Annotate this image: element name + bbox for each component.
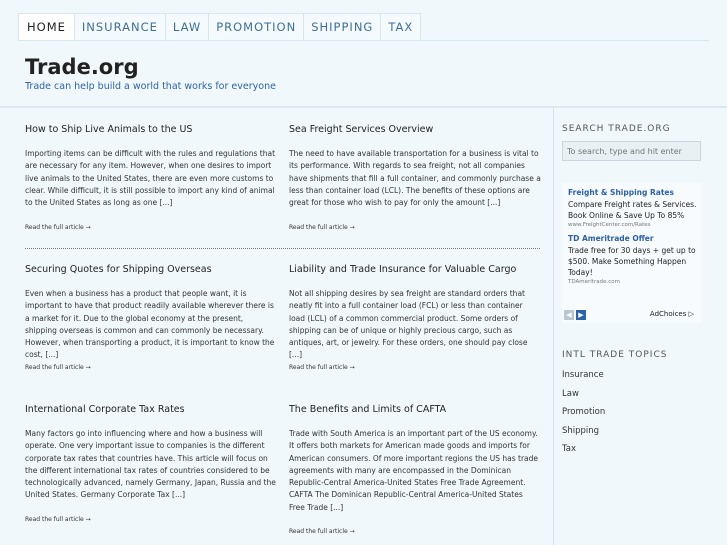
topic-shipping[interactable]: Shipping xyxy=(562,425,600,436)
topics-heading: INTL TRADE TOPICS xyxy=(562,350,668,360)
post-item xyxy=(25,403,277,502)
post-excerpt: Importing items can be difficult with the rules and regulations that are necessary for any item. However, when one desires to import live animals to the United States, there are even more customs to clear. While difficult, it is still possible to import any kind of animal to the United States as long as one [...] xyxy=(25,149,276,208)
nav-tax[interactable]: TAX xyxy=(388,20,414,34)
nav-divider xyxy=(18,40,709,41)
post-item xyxy=(289,123,541,209)
search-input[interactable] xyxy=(562,141,701,161)
post-excerpt: The need to have available transportation for a business is vital to its performance. With regards to sea freight, not all companies have shipments that fill a full container, and commonly purchase a less than container load (LCL). The benefits of these options are great for those who wish to pay for only the amount [...] xyxy=(289,149,541,208)
ad-item[interactable] xyxy=(568,233,702,287)
post-excerpt: Even when a business has a product that people want, it is important to have that product readily available wherever there is a market for it. Due to the global economy at the present, shipping overseas is common and can commonly be necessary. However, when transporting a product, it is important to know the cost, [...] xyxy=(25,289,275,360)
ad-title[interactable]: Freight & Shipping Rates xyxy=(568,188,674,197)
read-more-link[interactable]: Read the full article → xyxy=(25,516,91,523)
next-arrow-icon[interactable]: ▶ xyxy=(576,310,586,320)
ad-text: Compare Freight rates & Services. Book Online & Save Up To 85% xyxy=(568,200,697,220)
topic-promotion[interactable]: Promotion xyxy=(562,407,606,417)
topic-law[interactable]: Law xyxy=(562,388,579,399)
site-title[interactable]: Trade.org xyxy=(25,55,139,79)
post-title[interactable]: International Corporate Tax Rates xyxy=(25,404,185,415)
row-divider xyxy=(25,248,540,249)
read-more-link[interactable]: Read the full article → xyxy=(289,528,355,535)
topic-insurance[interactable]: Insurance xyxy=(562,370,604,380)
ad-choices-icon: ▷ xyxy=(688,310,694,318)
ad-block xyxy=(562,183,702,323)
post-title[interactable]: Securing Quotes for Shipping Overseas xyxy=(25,264,212,275)
read-more-link[interactable]: Read the full article → xyxy=(289,364,355,371)
ad-url[interactable]: www.FreightCenter.com/Rates xyxy=(568,222,651,228)
post-excerpt: Trade with South America is an important part of the US economy. It offers both markets for American made goods and imports for American consumers. Of more important regions the US has trade agreements with many are encompassed in the Dominican Republic-Central America-United States Free Trade Agreement. CAFTA The Dominican Republic-Central America-United States Free Trade [...] xyxy=(289,429,539,512)
ad-footer xyxy=(562,309,702,321)
top-nav xyxy=(18,13,421,41)
read-more-link[interactable]: Read the full article → xyxy=(25,224,91,231)
post-item xyxy=(25,123,277,209)
ad-choices-label: AdChoices xyxy=(649,310,687,318)
read-more-link[interactable]: Read the full article → xyxy=(25,364,91,371)
ad-text: Trade free for 30 days + get up to $500. Make Something Happen Today! xyxy=(568,246,696,277)
nav-shipping[interactable]: SHIPPING xyxy=(304,14,381,40)
search-heading: SEARCH TRADE.ORG xyxy=(562,124,671,134)
nav-law[interactable]: LAW xyxy=(166,14,209,40)
ad-choices-link[interactable] xyxy=(650,310,694,318)
post-item xyxy=(289,403,541,514)
ad-title[interactable]: TD Ameritrade Offer xyxy=(568,234,654,243)
post-excerpt: Many factors go into influencing where and how a business will operate. One very important issue to companies is the different corporate tax rates that countries have. This article will focus on the different international tax rates of countries considered to be technologically advanced, namely Germany, Japan, Russia and the United States. Germany Corporate Tax [...] xyxy=(25,429,276,500)
post-item xyxy=(289,263,541,362)
ad-url[interactable]: TDAmeritrade.com xyxy=(568,279,620,285)
ad-item[interactable] xyxy=(568,187,702,230)
sidebar-divider xyxy=(553,108,554,545)
post-title[interactable]: The Benefits and Limits of CAFTA xyxy=(289,404,447,415)
post-title[interactable]: How to Ship Live Animals to the US xyxy=(25,124,193,135)
site-tagline: Trade can help build a world that works for everyone xyxy=(25,81,276,92)
post-list xyxy=(0,108,554,545)
nav-insurance[interactable]: INSURANCE xyxy=(75,14,166,40)
post-title[interactable]: Liability and Trade Insurance for Valuable Cargo xyxy=(289,264,517,275)
post-excerpt: Not all shipping desires by sea freight are standard orders that neatly fit into a full container load (FCL) or less than container load (LCL) of a common commercial product. Some orders of shipping can be of unique or highly precious cargo, such as antiques, art, or jewelry. For these orders, one should pay close [...] xyxy=(289,289,528,360)
post-item xyxy=(25,263,277,362)
prev-arrow-icon[interactable]: ◀ xyxy=(564,310,574,320)
topic-list xyxy=(562,366,605,459)
nav-promotion[interactable]: PROMOTION xyxy=(209,14,304,40)
nav-home[interactable]: HOME xyxy=(19,14,75,40)
read-more-link[interactable]: Read the full article → xyxy=(289,224,355,231)
topic-tax[interactable]: Tax xyxy=(562,444,577,454)
post-title[interactable]: Sea Freight Services Overview xyxy=(289,124,434,135)
